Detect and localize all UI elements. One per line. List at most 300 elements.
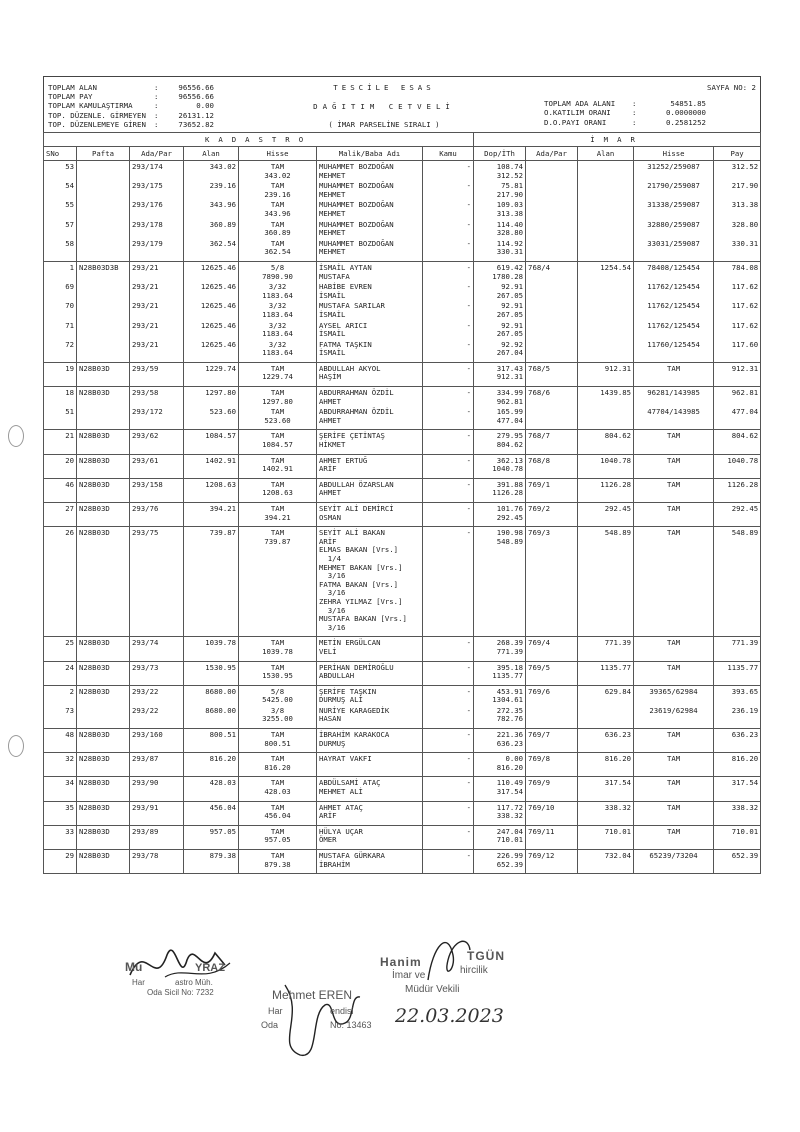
cell-pafta [77,180,130,199]
cell-hisse-line: TAM [270,528,285,538]
table-row [44,637,761,661]
sig3-part-a: Hanim [380,955,422,969]
cell-dop-line: 317.54 [496,787,524,797]
cell-dop-line: 912.31 [496,372,524,382]
cell-hisse-line: 879.38 [264,859,291,869]
cell-hisse-line: 394.21 [264,512,291,522]
cell-malik-line: MEHMET [319,208,346,218]
header-total-value: 73652.82 [178,119,214,129]
cell-malik-line: MUSTAFA SARILAR [319,301,385,311]
cell-alan: 800.51 [184,729,239,753]
cell-dop [474,261,526,281]
cell-malik-line: 3/16 [319,622,346,632]
cell-sno: 26 [44,527,77,637]
cell-malik [317,777,423,801]
cell-kamu: - [423,339,474,363]
cell-pay: 117.60 [714,339,761,363]
cell-malik [317,705,423,729]
cell-malik [317,261,423,281]
cell-hisse-line: 3/32 [268,282,287,292]
cell-malik-line: AHMET ERTUĞ [319,455,368,465]
cell-alan: 739.87 [184,527,239,637]
cell-malik-line: FATMA TAŞKIN [319,339,372,349]
cell-pay: 771.39 [714,637,761,661]
cell-imar-hisse: 31252/259087 [634,161,714,181]
cell-sno: 51 [44,406,77,430]
sig1-registry: Oda Sicil No: 7232 [147,988,214,997]
cell-pafta: N28B03D [77,478,130,502]
cell-pay: 117.62 [714,281,761,300]
cell-malik [317,850,423,874]
cell-hisse-line: 343.96 [264,208,291,218]
cell-sno: 19 [44,362,77,386]
cell-hisse-line: TAM [270,363,285,373]
cell-sno: 1 [44,261,77,281]
cell-imar-adapar: 768/7 [526,430,578,454]
cell-pay: 393.65 [714,685,761,705]
distribution-table [43,132,761,874]
cell-imar-hisse: 21790/259087 [634,180,714,199]
cell-pay: 1040.78 [714,454,761,478]
cell-malik-line: AYSEL ARICI [319,320,368,330]
cell-pafta: N28B03D [77,729,130,753]
cell-imar-adapar [526,238,578,262]
cell-malik-line: MUSTAFA [319,271,350,281]
cell-pafta [77,705,130,729]
cell-malik-line: DURMUŞ [319,738,346,748]
cell-adapar: 293/21 [130,339,184,363]
cell-pay: 636.23 [714,729,761,753]
cell-imar-adapar: 769/11 [526,825,578,849]
cell-kamu: - [423,362,474,386]
cell-sno: 33 [44,825,77,849]
cell-pafta: N28B03D [77,527,130,637]
cell-imar-adapar [526,161,578,181]
cell-malik-line: MUHAMMET BOZDOĞAN [319,162,394,171]
cell-malik-line: 3/16 [319,588,346,598]
cell-sno: 46 [44,478,77,502]
separator: : [632,108,637,118]
sig1-part-d: astro Müh. [175,978,213,987]
cell-adapar: 293/176 [130,199,184,218]
cell-imar-adapar [526,180,578,199]
cell-dop-line: 330.31 [496,247,524,257]
cell-imar-hisse: TAM [634,825,714,849]
cell-hisse-line: 1039.78 [262,646,293,656]
cell-kamu: - [423,320,474,339]
cell-imar-alan: 1135.77 [578,661,634,685]
sig2-part-c: Oda [261,1020,279,1030]
header-total-row [48,111,214,120]
cell-adapar: 293/91 [130,801,184,825]
cell-pafta [77,161,130,181]
cell-hisse [239,478,317,502]
cell-hisse-line: TAM [270,638,285,648]
header-total-row [48,120,214,129]
cell-alan: 8680.00 [184,685,239,705]
cell-malik-line: 1/4 [319,553,341,563]
cell-alan: 8680.00 [184,705,239,729]
cell-adapar: 293/90 [130,777,184,801]
cell-imar-adapar: 769/8 [526,753,578,777]
punch-hole-icon [8,735,24,757]
separator: : [154,83,159,92]
cell-dop-line: 272.35 [496,705,524,715]
cell-hisse [239,180,317,199]
cell-hisse-line: TAM [270,219,285,229]
cell-imar-alan: 912.31 [578,362,634,386]
cell-hisse [239,527,317,637]
cell-pay: 962.81 [714,387,761,407]
separator: : [632,117,637,127]
cell-hisse [239,387,317,407]
cell-imar-adapar: 769/3 [526,527,578,637]
cell-pafta: N28B03D3B [77,261,130,281]
section-kadastro: KADASTRO [44,133,474,147]
cell-imar-adapar: 768/8 [526,454,578,478]
cell-malik-line: MUHAMMET BOZDOĞAN [319,238,394,248]
table-row [44,478,761,502]
cell-hisse [239,281,317,300]
cell-hisse-line: 1183.64 [262,309,293,319]
cell-malik-line: 3/16 [319,605,346,615]
cell-malik [317,825,423,849]
cell-sno: 21 [44,430,77,454]
cell-hisse-line: 1402.91 [262,464,293,474]
cell-pafta [77,219,130,238]
cell-malik-line: ARİF [319,536,337,546]
cell-malik-line: HAYRAT VAKFI [319,754,372,764]
sig2-registry: No: 13463 [330,1020,372,1030]
cell-sno: 27 [44,503,77,527]
cell-adapar: 293/158 [130,478,184,502]
cell-dop-line: 362.13 [496,455,524,465]
column-header: Pafta [77,147,130,161]
cell-malik-line: İSMAİL [319,290,346,300]
cell-dop-line: 75.81 [501,181,524,191]
cell-imar-hisse: 11762/125454 [634,300,714,319]
cell-hisse-line: 1183.64 [262,348,293,358]
cell-malik [317,685,423,705]
cell-pafta [77,199,130,218]
table-row [44,661,761,685]
cell-malik [317,219,423,238]
cell-hisse-line: 3/32 [268,301,287,311]
cell-malik-line: MUHAMMET BOZDOĞAN [319,181,394,191]
cell-imar-adapar: 768/5 [526,362,578,386]
cell-sno: 57 [44,219,77,238]
cell-dop [474,180,526,199]
header-total-row [48,92,214,101]
cell-kamu: - [423,637,474,661]
signature-date: 22.03.2023 [395,1005,504,1027]
cell-sno: 32 [44,753,77,777]
cell-malik-line: ARİF [319,464,337,474]
cell-dop-line: 114.92 [496,238,524,248]
cell-hisse [239,454,317,478]
cell-imar-hisse: 11762/125454 [634,281,714,300]
cell-alan: 1084.57 [184,430,239,454]
cell-imar-adapar [526,199,578,218]
cell-hisse-line: TAM [270,388,285,398]
cell-adapar: 293/160 [130,729,184,753]
cell-pay: 784.08 [714,261,761,281]
table-row [44,300,761,319]
cell-imar-adapar: 769/12 [526,850,578,874]
cell-adapar: 293/73 [130,661,184,685]
cell-hisse-line: 1208.63 [262,488,293,498]
cell-hisse-line: 7890.90 [262,271,293,281]
cell-dop-line: 1040.78 [492,464,524,474]
cell-sno: 73 [44,705,77,729]
cell-alan: 879.38 [184,850,239,874]
cell-imar-alan: 636.23 [578,729,634,753]
cell-hisse-line: 1183.64 [262,290,293,300]
cell-malik-line: HABİBE EVREN [319,282,372,292]
cell-dop [474,637,526,661]
cell-dop-line: 962.81 [496,396,524,406]
cell-malik-line: ŞERİFE ÇETİNTAŞ [319,431,385,441]
cell-malik-line: MEHMET [319,228,346,238]
cell-pafta [77,406,130,430]
cell-adapar: 293/78 [130,850,184,874]
cell-alan: 1039.78 [184,637,239,661]
cell-alan: 816.20 [184,753,239,777]
cell-imar-alan: 629.84 [578,685,634,705]
title-line-2: DAĞITIM CETVELİ [313,101,455,111]
cell-malik-line: MUHAMMET BOZDOĞAN [319,200,394,210]
cell-dop [474,339,526,363]
cell-dop-line: 1304.61 [492,695,524,705]
cell-adapar: 293/21 [130,320,184,339]
cell-sno: 71 [44,320,77,339]
cell-imar-alan: 1040.78 [578,454,634,478]
cell-dop [474,685,526,705]
cell-sno: 34 [44,777,77,801]
table-row [44,238,761,262]
cell-hisse-line: TAM [270,851,285,860]
cell-sno: 35 [44,801,77,825]
cell-dop-line: 279.95 [496,431,524,441]
cell-malik-line: ABDULLAH [319,671,355,681]
cell-imar-adapar: 769/6 [526,685,578,705]
cell-imar-adapar [526,406,578,430]
cell-adapar: 293/62 [130,430,184,454]
cell-hisse-line: TAM [270,802,285,812]
cell-pay: 330.31 [714,238,761,262]
cell-alan: 1297.80 [184,387,239,407]
cell-imar-adapar [526,219,578,238]
cell-pay: 804.62 [714,430,761,454]
cell-dop-line: 816.20 [496,762,524,772]
cell-sno: 20 [44,454,77,478]
cell-pafta: N28B03D [77,454,130,478]
cell-pay: 912.31 [714,362,761,386]
separator: : [154,110,159,120]
table-row [44,320,761,339]
cell-adapar: 293/87 [130,753,184,777]
cell-hisse-line: 428.03 [264,787,291,797]
sig3-part-b: TGÜN [467,949,505,963]
cell-dop-line: 267.05 [496,290,524,300]
cell-dop [474,729,526,753]
cell-pay: 652.39 [714,850,761,874]
cell-dop-line: 108.74 [496,162,524,171]
cell-pafta [77,300,130,319]
cell-hisse-line: TAM [270,826,285,836]
cell-hisse-line: 739.87 [264,536,291,546]
cell-malik-line: İSMAİL [319,329,346,339]
cell-kamu: - [423,219,474,238]
cell-malik [317,387,423,407]
cell-pafta: N28B03D [77,825,130,849]
cell-hisse-line: 5/8 [270,262,285,272]
cell-imar-alan: 338.32 [578,801,634,825]
column-header: Pay [714,147,761,161]
cell-malik-line: AHMET [319,488,341,498]
cell-dop-line: 453.91 [496,686,524,696]
cell-hisse-line: 1297.80 [262,396,293,406]
cell-imar-hisse: 23619/62984 [634,705,714,729]
cell-sno: 29 [44,850,77,874]
cell-dop-line: 1126.28 [492,488,524,498]
cell-dop [474,825,526,849]
cell-dop [474,661,526,685]
cell-adapar: 293/179 [130,238,184,262]
cell-sno: 25 [44,637,77,661]
cell-dop [474,850,526,874]
cell-alan: 12625.46 [184,320,239,339]
sig3-title: Müdür Vekili [405,984,460,995]
cell-hisse-line: TAM [270,778,285,788]
cell-dop-line: 268.39 [496,638,524,648]
cell-malik-line: AHMET [319,415,341,425]
cell-pafta: N28B03D [77,637,130,661]
cell-dop-line: 619.42 [496,262,524,272]
separator: : [154,92,159,102]
cell-imar-hisse: TAM [634,527,714,637]
header-total-value: 26131.12 [178,110,214,120]
cell-malik [317,320,423,339]
table-row [44,362,761,386]
cell-hisse-line: 816.20 [264,762,291,772]
cell-dop-line: 0.00 [505,754,524,764]
cell-malik [317,180,423,199]
cell-imar-alan [578,199,634,218]
cell-sno: 48 [44,729,77,753]
cell-dop [474,801,526,825]
page-number: SAYFA NO: 2 [707,83,756,92]
cell-hisse-line: TAM [270,200,285,210]
cell-dop [474,406,526,430]
cell-malik-line: ARİF [319,811,337,821]
cell-dop-line: 710.01 [496,835,524,845]
cell-malik-line: SEYİT ALİ BAKAN [319,528,385,538]
cell-hisse [239,637,317,661]
cell-alan: 239.16 [184,180,239,199]
cell-kamu: - [423,729,474,753]
cell-imar-adapar [526,300,578,319]
cell-malik-line: PERİHAN DEMİROĞLU [319,662,394,672]
cell-malik-line: İBRAHİM [319,859,350,869]
cell-imar-hisse: 65239/73204 [634,850,714,874]
cell-malik [317,300,423,319]
cell-malik [317,527,423,637]
cell-alan: 1208.63 [184,478,239,502]
cell-hisse-line: 957.05 [264,835,291,845]
cell-hisse-line: 3/32 [268,320,287,330]
cell-alan: 1229.74 [184,362,239,386]
cell-dop-line: 190.98 [496,528,524,538]
cell-kamu: - [423,281,474,300]
cell-pafta [77,281,130,300]
cell-hisse [239,753,317,777]
cell-alan: 957.05 [184,825,239,849]
cell-imar-alan [578,320,634,339]
cell-alan: 428.03 [184,777,239,801]
cell-malik [317,661,423,685]
table-row [44,705,761,729]
cell-dop-line: 226.99 [496,851,524,860]
cell-imar-hisse: 78408/125454 [634,261,714,281]
cell-imar-hisse: 31338/259087 [634,199,714,218]
header-title [294,83,474,130]
sig3-part-c: İmar ve [392,970,426,981]
cell-imar-hisse: 32880/259087 [634,219,714,238]
cell-dop-line: 548.89 [496,536,524,546]
cell-imar-hisse: TAM [634,753,714,777]
cell-adapar: 293/75 [130,527,184,637]
cell-dop-line: 92.91 [501,301,524,311]
header-ratio-value: 54851.85 [670,99,706,109]
cell-kamu: - [423,454,474,478]
title-line-3: ( İMAR PARSELİNE SIRALI ) [328,120,440,129]
cell-hisse-line: 3/8 [270,705,285,715]
cell-adapar: 293/21 [130,300,184,319]
cell-imar-hisse: TAM [634,637,714,661]
cell-hisse-line: TAM [270,504,285,513]
cell-imar-adapar: 768/4 [526,261,578,281]
cell-malik-line: HASAN [319,714,341,724]
header-total-label: TOP. DÜZENLEMEYE GİREN [48,119,146,129]
cell-adapar: 293/89 [130,825,184,849]
table-row [44,777,761,801]
cell-hisse-line: TAM [270,238,285,248]
table-row [44,430,761,454]
cell-malik-line: ABDURRAHMAN ÖZDİL [319,407,394,417]
table-row [44,503,761,527]
cell-pafta: N28B03D [77,362,130,386]
cell-hisse-line: 5/8 [270,686,285,696]
cell-malik-line: VELİ [319,646,337,656]
cell-kamu: - [423,261,474,281]
cell-dop [474,362,526,386]
cell-hisse [239,685,317,705]
sig1-part-a: Mu [125,960,143,974]
cell-kamu: - [423,705,474,729]
cell-pafta: N28B03D [77,777,130,801]
cell-hisse-line: 362.54 [264,247,291,257]
cell-alan: 360.89 [184,219,239,238]
cell-imar-adapar: 769/5 [526,661,578,685]
cell-imar-adapar [526,320,578,339]
cell-dop-line: 334.99 [496,388,524,398]
cell-dop [474,281,526,300]
cell-pay: 1135.77 [714,661,761,685]
cell-hisse [239,503,317,527]
header-total-label: TOPLAM PAY [48,92,93,102]
cell-imar-hisse: TAM [634,430,714,454]
